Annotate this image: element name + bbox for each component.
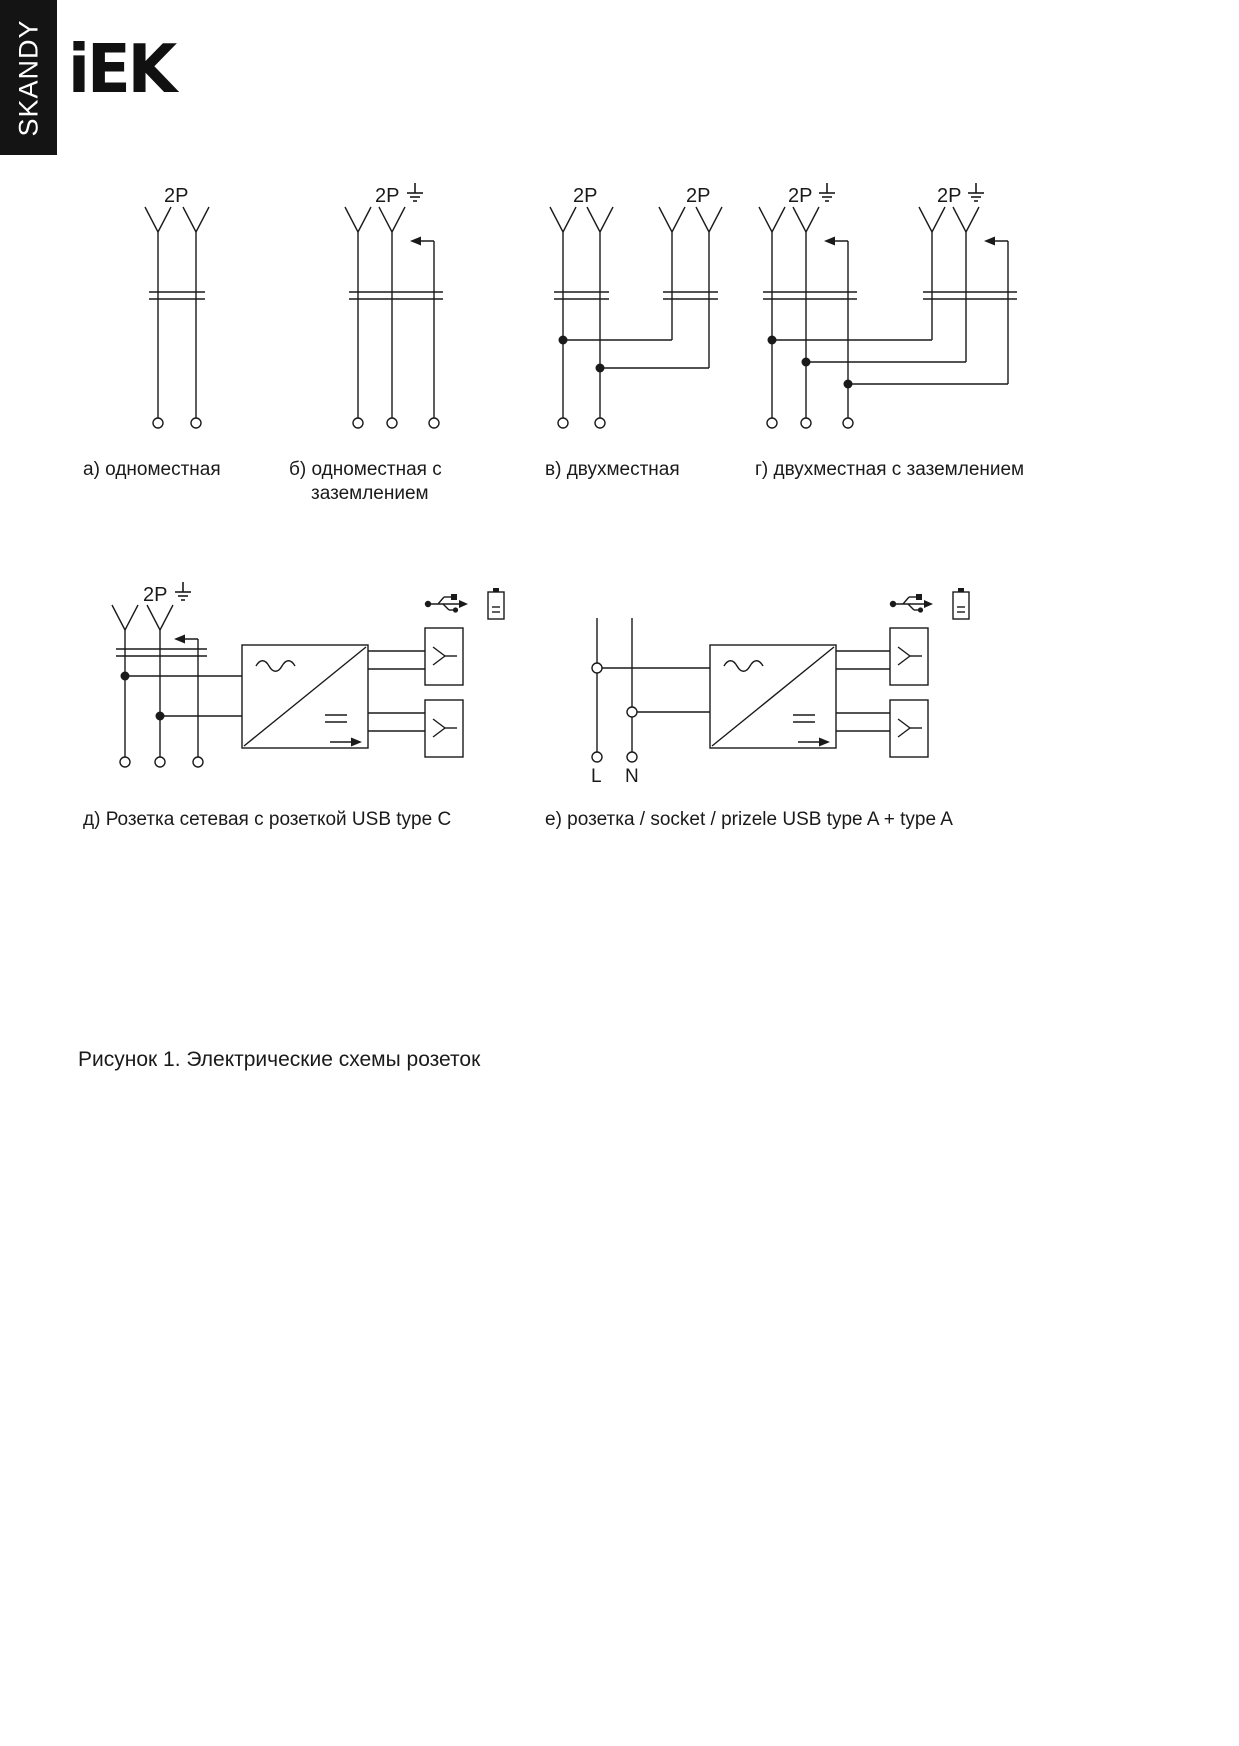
caption-a: а) одноместная	[83, 459, 221, 480]
pole-label: 2P	[143, 584, 168, 606]
diagram-single-socket-grounded	[345, 183, 443, 428]
series-tab-label: SKANDY	[13, 18, 43, 137]
diagram-socket-usb-type-a	[591, 588, 969, 787]
diagram-single-socket	[145, 185, 209, 428]
pole-label: 2P	[937, 185, 962, 207]
diagram-double-socket-grounded	[759, 183, 1017, 428]
pole-label: 2P	[573, 185, 598, 207]
diagram-double-socket	[550, 185, 722, 428]
pole-label: 2P	[164, 185, 189, 207]
battery-icon	[953, 588, 969, 619]
figure-caption: Рисунок 1. Электрические схемы розеток	[78, 1048, 481, 1071]
battery-icon	[488, 588, 504, 619]
ground-icon	[407, 183, 423, 201]
ground-icon	[968, 183, 984, 201]
line-label: L	[591, 766, 602, 787]
ac-dc-converter	[710, 645, 836, 748]
caption-f: е) розетка / socket / prizele USB type A + type A	[545, 809, 953, 830]
usb-icon	[890, 594, 933, 613]
caption-b: б) одноместная с заземлением	[289, 459, 442, 504]
pole-label: 2P	[686, 185, 711, 207]
brand-logo: iEK	[68, 31, 175, 109]
ground-icon	[819, 183, 835, 201]
ground-icon	[175, 582, 191, 600]
usb-icon	[425, 594, 468, 613]
neutral-label: N	[625, 766, 639, 787]
caption-e: д) Розетка сетевая с розеткой USB type C	[83, 809, 452, 830]
pole-label: 2P	[788, 185, 813, 207]
caption-c: в) двухместная	[545, 459, 680, 480]
ac-dc-converter	[242, 645, 368, 748]
caption-d: г) двухместная с заземлением	[755, 459, 1025, 480]
pole-label: 2P	[375, 185, 400, 207]
diagram-socket-usb-type-c	[112, 582, 504, 767]
